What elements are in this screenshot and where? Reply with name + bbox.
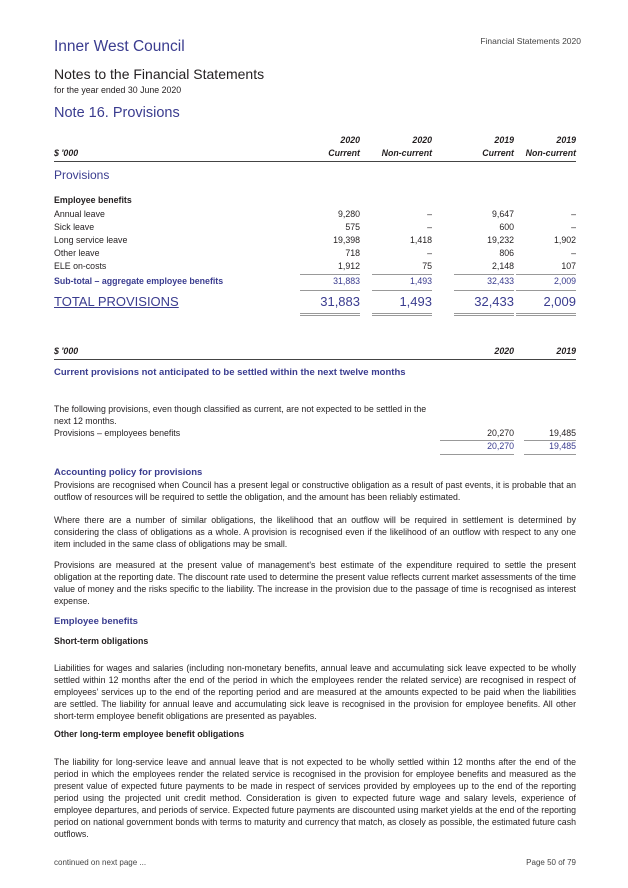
short-term-paragraph: Liabilities for wages and salaries (including non-monetary benefits, annual leave and accumulating sick leave expected to be wholly settled within 12 months after the end of the period in which the employees render the related service) are recognised in respect of employees' services up to the end of the reporting period and are measured at the amounts expected to be paid when the liabilities are settled. The liability for annual leave and accumulating sick leave is recognised in the provision for employee benefits. All other short-term employee benefit obligations are presented as payables. xyxy=(54,663,576,721)
cell: 600 xyxy=(499,222,514,232)
row-label: Provisions – employees benefits xyxy=(54,428,181,438)
policy-paragraph-3: Provisions are measured at the present value of management's best estimate of the expenditure required to settle the present obligation at the reporting date. The discount rate used to determine the present value reflects current market assessments of the time value of money and the risks specific to the liability. The increase in the provision due to the passage of time is recognised as interest expense. xyxy=(54,560,576,606)
table-row xyxy=(54,428,576,440)
policy-heading: Accounting policy for provisions xyxy=(54,467,203,478)
policy-paragraph-2: Where there are a number of similar obligations, the likelihood that an outflow will be required in settlement is determined by considering the class of obligations as a whole. A provision is recognised even if the likelihood of an outflow with respect to any one item included in the same class of obligations may be small. xyxy=(54,515,576,549)
col-year-1: 2020 xyxy=(340,135,360,145)
subtotal-rule xyxy=(372,274,432,275)
council-name: Inner West Council xyxy=(54,38,185,55)
table-row xyxy=(54,222,576,234)
employee-benefits-heading: Employee benefits xyxy=(54,616,138,627)
subtotal-underline xyxy=(516,290,576,291)
cell: 107 xyxy=(561,261,576,271)
col-year-2020: 2020 xyxy=(494,346,514,356)
cell: 31,883 xyxy=(320,294,360,309)
current-provisions-heading: Current provisions not anticipated to be settled within the next twelve months xyxy=(54,367,406,378)
col-year-3: 2019 xyxy=(494,135,514,145)
row-label: Sick leave xyxy=(54,222,95,232)
subtotal-underline xyxy=(454,290,514,291)
total-underline xyxy=(300,315,360,316)
subtotal-rule xyxy=(516,274,576,275)
subtotal-underline xyxy=(300,290,360,291)
cell: 2,009 xyxy=(543,294,576,309)
cell: 1,418 xyxy=(409,235,432,245)
cell: 806 xyxy=(499,248,514,258)
subtotal-underline xyxy=(372,290,432,291)
table2-total-row xyxy=(54,441,576,453)
cell: 32,433 xyxy=(474,294,514,309)
cell: 1,493 xyxy=(409,276,432,286)
cell: 1,912 xyxy=(337,261,360,271)
page-number: Page 50 of 79 xyxy=(526,858,576,867)
cell: – xyxy=(571,209,576,219)
cell: 19,232 xyxy=(487,235,514,245)
document-name: Financial Statements 2020 xyxy=(480,36,581,46)
subtotal-rule xyxy=(300,274,360,275)
cell: – xyxy=(427,209,432,219)
row-label: Other leave xyxy=(54,248,100,258)
row-label: Annual leave xyxy=(54,209,105,219)
cell: 9,647 xyxy=(491,209,514,219)
col-year-2: 2020 xyxy=(412,135,432,145)
notes-title: Notes to the Financial Statements xyxy=(54,66,265,82)
short-term-heading: Short-term obligations xyxy=(54,636,149,646)
table-row xyxy=(54,235,576,247)
cell: – xyxy=(427,222,432,232)
col-type-2: Non-current xyxy=(381,148,432,158)
cell: 2,009 xyxy=(553,276,576,286)
table-row xyxy=(54,248,576,260)
cell: 31,883 xyxy=(333,276,360,286)
col-type-4: Non-current xyxy=(525,148,576,158)
cell: – xyxy=(571,222,576,232)
subtotal-label: Sub-total – aggregate employee benefits xyxy=(54,276,224,286)
table-row xyxy=(54,209,576,221)
total-underline xyxy=(454,315,514,316)
total-underline xyxy=(454,313,514,314)
cell: 75 xyxy=(422,261,432,271)
unit-label-2: $ '000 xyxy=(54,346,79,356)
long-term-heading: Other long-term employee benefit obligations xyxy=(54,729,245,739)
unit-label: $ '000 xyxy=(54,148,79,158)
cell: 19,398 xyxy=(333,235,360,245)
long-term-paragraph: The liability for long-service leave and annual leave that is not expected to be wholly settled within 12 months after the end of the period in which the employees render the related service is recognised in the provision for employee benefits and measured as the present value of expected future payments to be made in respect of services provided by employees up to the end of the reporting period using the projected unit credit method. Consideration is given to expected future wage and salary levels, experience of employee departures, and periods of service. Expected future payments are discounted using market yields at the end of the reporting period on national government bonds with terms to maturity and currency that match, as closely as possible, the estimated future cash outflows. xyxy=(54,757,576,839)
cell: 1,493 xyxy=(399,294,432,309)
cell: 2,148 xyxy=(491,261,514,271)
section-provisions: Provisions xyxy=(54,168,110,182)
cell: 1,902 xyxy=(553,235,576,245)
current-provisions-intro: The following provisions, even though classified as current, are not expected to be settled in the next 12 months. xyxy=(54,404,427,426)
subtotal-rule xyxy=(454,274,514,275)
cell: – xyxy=(571,248,576,258)
table-row xyxy=(54,261,576,273)
cell: 718 xyxy=(345,248,360,258)
col-type-1: Current xyxy=(328,148,360,158)
table2-underline xyxy=(440,454,514,455)
table2-rule xyxy=(54,359,576,360)
policy-paragraph-1: Provisions are recognised when Council has a present legal or constructive obligation as a result of past events, it is probable that an outflow of resources will be required to settle the obligation, and the amount has been reliably estimated. xyxy=(54,480,576,502)
col-type-3: Current xyxy=(482,148,514,158)
row-label: Long service leave xyxy=(54,235,128,245)
total-label: TOTAL PROVISIONS xyxy=(54,294,179,309)
total-underline xyxy=(516,315,576,316)
header-rule xyxy=(54,161,576,162)
table2-underline xyxy=(524,454,576,455)
cell: 20,270 xyxy=(487,441,514,451)
cell: 19,485 xyxy=(549,441,576,451)
cell: 19,485 xyxy=(549,428,576,438)
col-year-4: 2019 xyxy=(556,135,576,145)
cell: 575 xyxy=(345,222,360,232)
period-subtitle: for the year ended 30 June 2020 xyxy=(54,85,182,95)
total-underline xyxy=(516,313,576,314)
total-underline xyxy=(372,313,432,314)
cell: 9,280 xyxy=(337,209,360,219)
cell: – xyxy=(427,248,432,258)
total-underline xyxy=(300,313,360,314)
row-label: ELE on-costs xyxy=(54,261,107,271)
cell: 32,433 xyxy=(487,276,514,286)
group-employee-benefits: Employee benefits xyxy=(54,195,132,205)
cell: 20,270 xyxy=(487,428,514,438)
note-title: Note 16. Provisions xyxy=(54,105,180,121)
col-year-2019: 2019 xyxy=(556,346,576,356)
continued-note: continued on next page ... xyxy=(54,858,147,867)
total-underline xyxy=(372,315,432,316)
subtotal-row xyxy=(54,276,576,288)
